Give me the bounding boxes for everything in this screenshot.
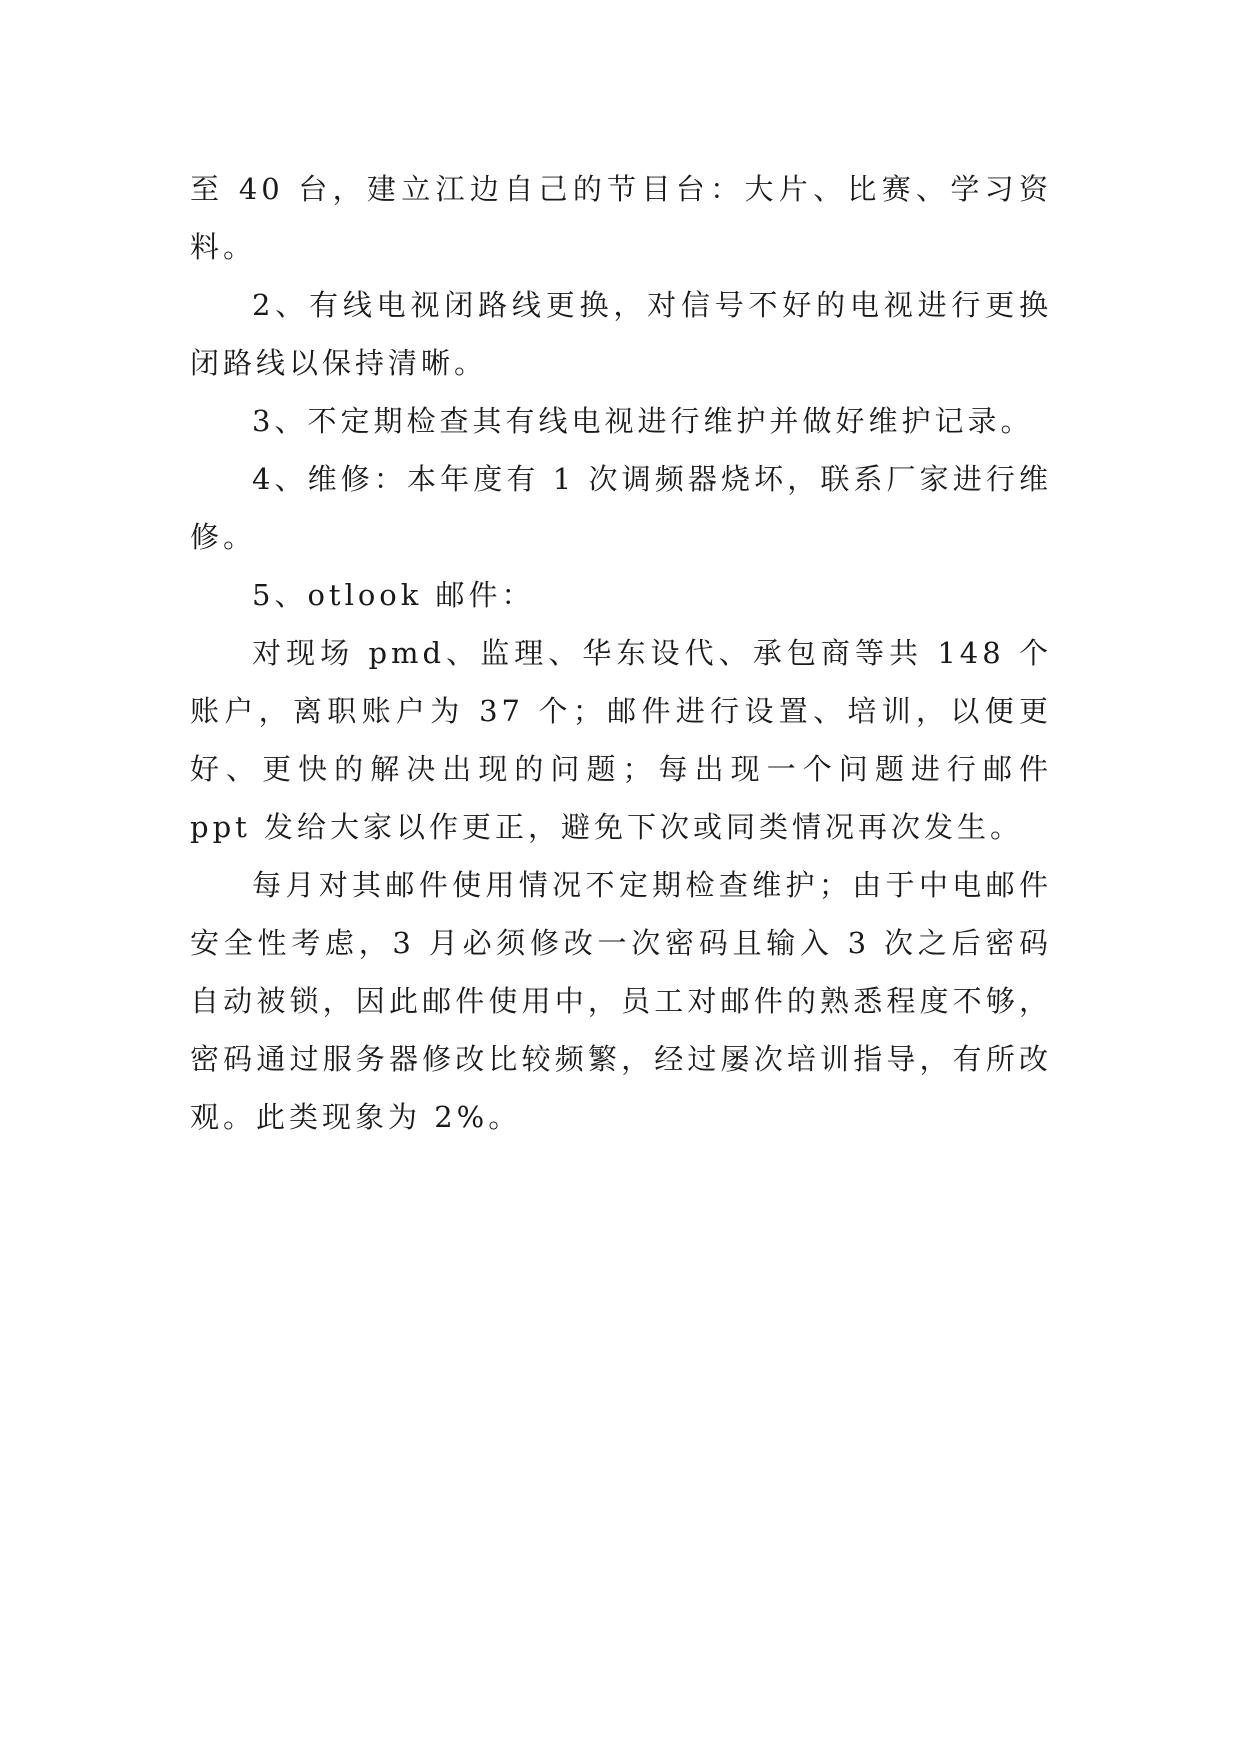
paragraph-4: 4、维修：本年度有 1 次调频器烧坏，联系厂家进行维修。 xyxy=(190,462,1052,554)
paragraph-7: 每月对其邮件使用情况不定期检查维护；由于中电邮件安全性考虑，3 月必须修改一次密码且输入 3 次之后密码自动被锁，因此邮件使用中，员工对邮件的熟悉程度不够，密码通过服务器修改比较频繁，经过屡次培训指导，有所改观。此类现象为 2%。 xyxy=(190,868,1052,1134)
paragraph-2: 2、有线电视闭路线更换，对信号不好的电视进行更换闭路线以保持清晰。 xyxy=(190,288,1052,380)
paragraph-1: 至 40 台，建立江边自己的节目台：大片、比赛、学习资料。 xyxy=(190,172,1052,264)
paragraph-5: 5、otlook 邮件： xyxy=(252,578,535,612)
paragraph-6: 对现场 pmd、监理、华东设代、承包商等共 148 个账户，离职账户为 37 个；邮件进行设置、培训，以便更好、更快的解决出现的问题；每出现一个问题进行邮件 ppt 发给大家以作更正，避免下次或同类情况再次发生。 xyxy=(190,636,1052,844)
paragraph-3: 3、不定期检查其有线电视进行维护并做好维护记录。 xyxy=(252,404,1034,438)
document-body xyxy=(190,160,1052,1146)
